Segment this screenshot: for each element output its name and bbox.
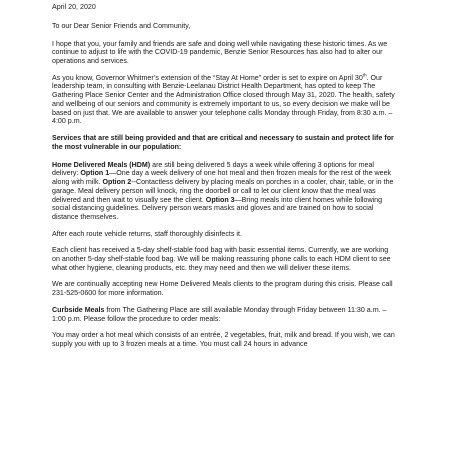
- option-1-label: Option 1: [80, 169, 110, 178]
- option-3-label: Option 3: [205, 195, 235, 204]
- option-1-text: —One day a week delivery of one hot meal and then frozen meals for the rest of the week along with milk.: [52, 169, 392, 187]
- stay-at-home-superscript: th: [362, 72, 367, 78]
- paragraph-home-delivered-meals: [52, 161, 398, 222]
- paragraph-curbside-meals: [52, 306, 398, 324]
- stay-at-home-text-b: . Our leadership team, in consulting with Benzie-Leelanau District Health Department, has opted to keep The Gathering Place Senior Center and the Administration Office closed through May 31, 2020. The health, safety and wellbeing of our seniors and community is extremely important to us, so every decision we make will be based on just that. We are available to answer your telephone calls Monday through Friday, from 8:30 a.m. – 4:00 p.m.: [52, 73, 395, 126]
- letter-date: April 20, 2020: [52, 3, 96, 11]
- paragraph-stay-at-home: [52, 74, 398, 127]
- paragraph-accepting-clients: We are continually accepting new Home Delivered Meals clients to the program during this crisis. Please call 231-525-0600 for more information.: [52, 280, 393, 298]
- letter-greeting: To our Dear Senior Friends and Community,: [52, 21, 191, 30]
- option-2-text: --Contactless delivery by placing meals on porches in a cooler, chair, table, or in the garage. Meal delivery person will knock, ring the doorbell or call to let our client know that the meal was delivered and then wait to visually see the client.: [52, 178, 394, 204]
- services-heading: [52, 134, 398, 152]
- services-heading-text: Services that are still being provided and that are critical and necessary to sustain and protect life for the most vulnerable in our population:: [52, 134, 394, 151]
- option-3-text: —Bring meals into client homes while following social distancing guidelines. Delivery person wears masks and gloves and are trained on how to social distance themselves.: [52, 195, 383, 222]
- hdm-intro: are still being delivered 5 days a week while offering 3 options for meal delivery:: [52, 160, 374, 178]
- option-2-label: Option 2: [102, 178, 132, 187]
- curbside-text: from The Gathering Place are still available Monday through Friday between 11:30 a.m. – 1:00 p.m. Please follow the procedure to order meals:: [52, 305, 387, 323]
- curbside-lead: Curbside Meals: [52, 305, 105, 314]
- paragraph-order-meals: You may order a hot meal which consists of an entrée, 2 vegetables, fruit, milk and bread. If you wish, we can supply you with up to 3 frozen meals at a time. You must call 24 hours in advance: [52, 331, 395, 348]
- stay-at-home-text-a: As you know, Governor Whitmer’s extension of the “Stay At Home” order is set to expire on April 30: [52, 73, 363, 82]
- paragraph-disinfect: After each route vehicle returns, staff thoroughly disinfects it.: [52, 229, 242, 238]
- paragraph-intro: I hope that you, your family and friends are safe and doing well while navigating these historic times. As we continue to adjust to life with the COVID-19 pandemic, Benzie Senior Resources has also had to alter our operations and services.: [52, 39, 388, 65]
- hdm-lead: Home Delivered Meals (HDM): [52, 160, 151, 169]
- paragraph-shelf-stable: Each client has received a 5-day shelf-stable food bag with basic essential items. Currently, we are working on another 5-day shelf-stable food bag. We will be making reassuring phone calls to each HDM client to see what other hygiene, cleaning products, etc. they may need and then we will deliver these items.: [52, 246, 391, 272]
